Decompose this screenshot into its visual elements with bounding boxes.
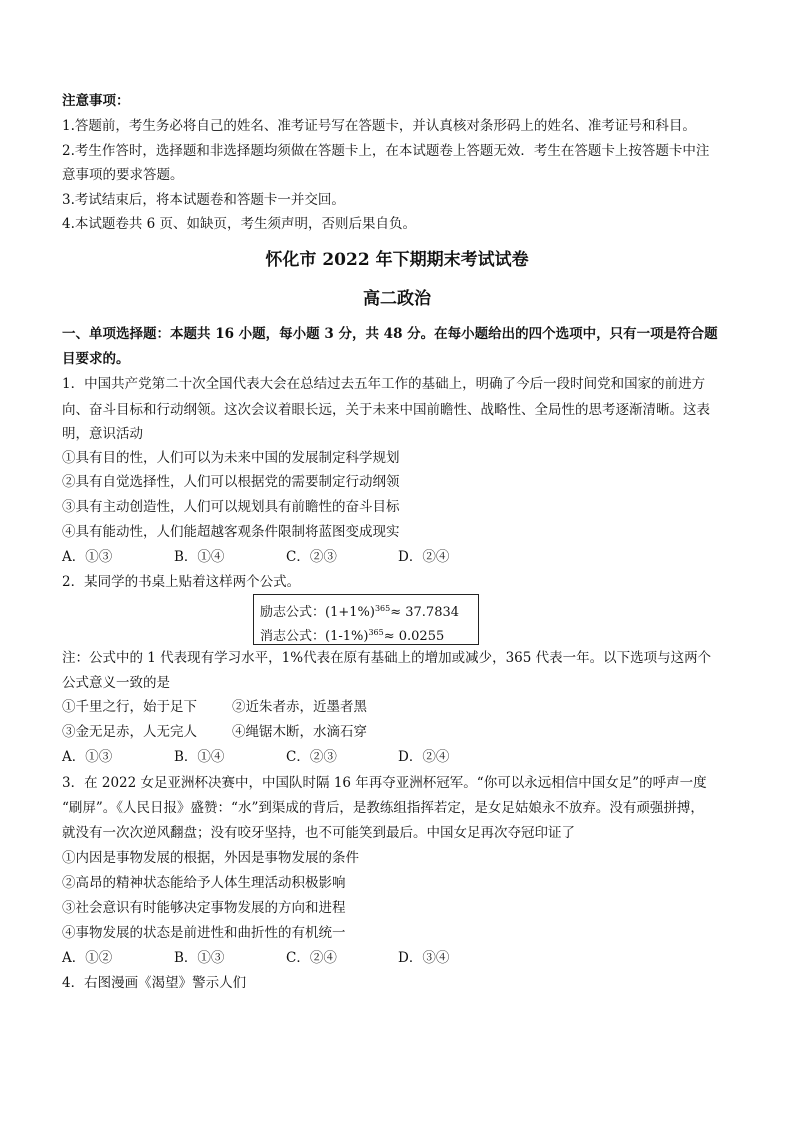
q1-statement: ②具有自觉选择性，人们可以根据党的需要制定行动纲领 bbox=[62, 474, 400, 490]
q2-note: 公式意义一致的是 bbox=[62, 675, 170, 691]
q1-stem: 1．中国共产党第二十次全国代表大会在总结过去五年工作的基础上，明确了今后一段时间党和国家的前进方 bbox=[62, 376, 706, 392]
q1-statement: ③具有主动创造性，人们可以规划具有前瞻性的奋斗目标 bbox=[62, 499, 400, 515]
q3-stem: “刷屏”。《人民日报》盛赞：“水”到渠成的背后，是教练组指挥若定，是女足姑娘永不放弃。没有顽强拼搏， bbox=[62, 800, 704, 816]
notice-item: 意事项的要求答题。 bbox=[62, 167, 184, 183]
formula-discourage: 消志公式：$(1-1\%)^{365}\approx 0.0255$ bbox=[260, 628, 445, 644]
q2-statements-row bbox=[62, 722, 367, 742]
q3-option-c: C．②④ bbox=[286, 950, 337, 966]
q4-stem: 4．右图漫画《渴望》警示人们 bbox=[62, 975, 247, 991]
subject-title: 高二政治 bbox=[363, 289, 431, 309]
q1-options bbox=[62, 547, 510, 567]
q1-option-d: D．②④ bbox=[398, 549, 450, 565]
notice-item: 4.本试题卷共 6 页、如缺页，考生须声明，否则后果自负。 bbox=[62, 216, 417, 232]
q1-statement: ①具有目的性，人们可以为未来中国的发展制定科学规划 bbox=[62, 450, 400, 466]
q2-statement: ④绳锯木断，水滴石穿 bbox=[232, 724, 367, 740]
q2-option-a: A．①③ bbox=[62, 749, 113, 765]
q1-option-b: B．①④ bbox=[174, 549, 225, 565]
notice-item: 1.答题前，考生务必将自己的姓名、准考证号写在答题卡，并认真核对条形码上的姓名、准考证号和科目。 bbox=[62, 118, 696, 134]
q3-statement: ②高昂的精神状态能给予人体生理活动积极影响 bbox=[62, 875, 346, 891]
q1-option-a: A．①③ bbox=[62, 549, 113, 565]
q3-option-b: B．①③ bbox=[174, 950, 225, 966]
exam-title: 怀化市 2022 年下期期末考试试卷 bbox=[265, 250, 529, 270]
q3-statement: ③社会意识有时能够决定事物发展的方向和进程 bbox=[62, 900, 346, 916]
q1-statement: ④具有能动性，人们能超越客观条件限制将蓝图变成现实 bbox=[62, 524, 400, 540]
formula-encourage: 励志公式：$(1+1\%)^{365}\approx 37.7834$ bbox=[260, 604, 460, 620]
q1-option-c: C．②③ bbox=[286, 549, 337, 565]
formula-box bbox=[253, 594, 479, 645]
q3-option-d: D．③④ bbox=[398, 950, 450, 966]
q2-statement: ①千里之行，始于足下 bbox=[62, 699, 197, 715]
q2-statements-row bbox=[62, 697, 367, 717]
q3-stem: 3．在 2022 女足亚洲杯决赛中，中国队时隔 16 年再夺亚洲杯冠军。“你可以永远相信中国女足”的呼声一度 bbox=[62, 775, 707, 791]
q3-statement: ①内因是事物发展的根据，外因是事物发展的条件 bbox=[62, 850, 359, 866]
q1-stem: 向、奋斗目标和行动纲领。这次会议着眼长远，关于未来中国前瞻性、战略性、全局性的思考逐渐清晰。这表 bbox=[62, 402, 710, 418]
q2-stem: 2．某同学的书桌上贴着这样两个公式。 bbox=[62, 574, 301, 590]
notice-item: 3.考试结束后，将本试题卷和答题卡一并交回。 bbox=[62, 192, 345, 208]
q2-option-c: C．②③ bbox=[286, 749, 337, 765]
q1-stem: 明，意识活动 bbox=[62, 426, 143, 442]
q2-option-d: D．②④ bbox=[398, 749, 450, 765]
q2-statement: ②近朱者赤，近墨者黑 bbox=[232, 699, 367, 715]
q2-note: 注：公式中的 1 代表现有学习水平，1%代表在原有基础上的增加或减少，365 代表一年。以下选项与这两个 bbox=[62, 650, 712, 666]
q2-option-b: B．①④ bbox=[174, 749, 225, 765]
q3-option-a: A．①② bbox=[62, 950, 113, 966]
q3-options bbox=[62, 948, 510, 968]
section-heading-cont: 目要求的。 bbox=[62, 351, 130, 367]
section-heading: 一、单项选择题：本题共 16 小题，每小题 3 分，共 48 分。在每小题给出的四个选项中，只有一项是符合题 bbox=[62, 326, 718, 342]
q3-stem: 就没有一次次逆风翻盘；没有咬牙坚持，也不可能笑到最后。中国女足再次夺冠印证了 bbox=[62, 825, 575, 841]
q3-statement: ④事物发展的状态是前进性和曲折性的有机统一 bbox=[62, 925, 346, 941]
q2-options bbox=[62, 747, 510, 767]
q2-statement: ③金无足赤，人无完人 bbox=[62, 724, 197, 740]
notice-heading: 注意事项： bbox=[62, 93, 130, 109]
notice-item: 2.考生作答时，选择题和非选择题均须做在答题卡上，在本试题卷上答题无效．考生在答题卡上按答题卡中注 bbox=[62, 143, 710, 159]
